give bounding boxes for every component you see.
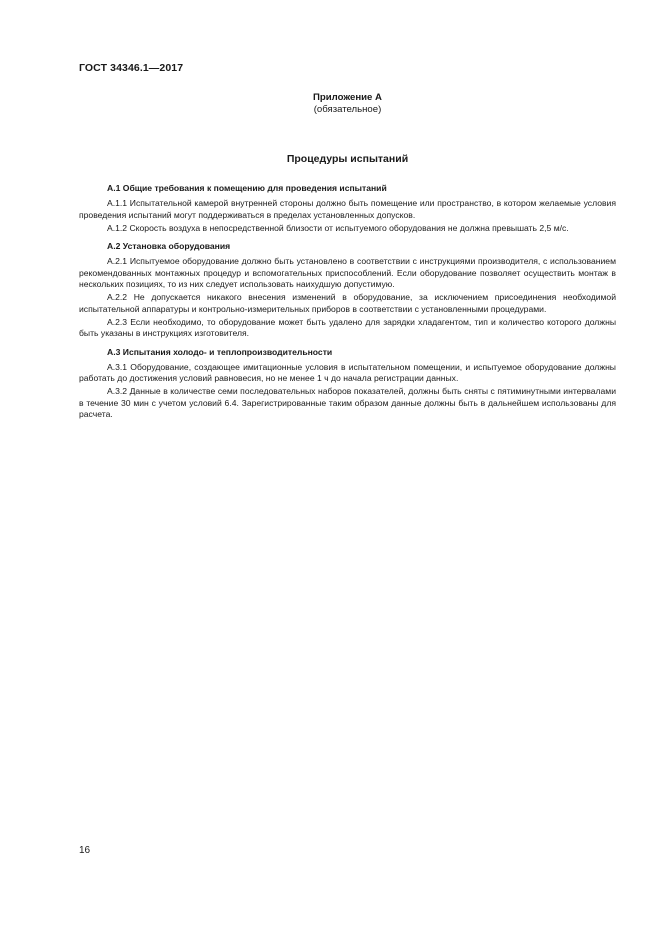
document-body bbox=[79, 183, 616, 422]
annex-status: (обязательное) bbox=[313, 104, 382, 115]
page-title: Процедуры испытаний bbox=[286, 153, 409, 165]
paragraph: А.2.2 Не допускается никакого внесения изменений в оборудование, за исключением присоединения необходимой испытательной аппаратуры и контрольно-измерительных приборов в соответствии с установленными процедурами. bbox=[79, 292, 616, 314]
section-title: А.1 Общие требования к помещению для проведения испытаний bbox=[107, 183, 387, 193]
paragraph: А.3.2 Данные в количестве семи последовательных наборов показателей, должны быть сняты с пятиминутными интервалами в течение 30 мин с учетом условий 6.4. Зарегистрированные таким образом данные должны быть в дальнейшем использованы для расчета. bbox=[79, 386, 616, 420]
paragraph: А.1.1 Испытательной камерой внутренней стороны должно быть помещение или пространство, в котором желаемые условия проведения испытаний могут поддерживаться в пределах установленных допусков. bbox=[79, 198, 616, 220]
paragraph: А.1.2 Скорость воздуха в непосредственной близости от испытуемого оборудования не должна превышать 2,5 м/с. bbox=[107, 222, 569, 233]
section-a2 bbox=[79, 241, 616, 339]
document-header: ГОСТ 34346.1—2017 bbox=[79, 62, 184, 74]
paragraph: А.2.3 Если необходимо, то оборудование может быть удалено для зарядки хладагентом, тип и количество которого должны быть указаны в инструкциях изготовителя. bbox=[79, 316, 616, 339]
section-title: А.2 Установка оборудования bbox=[107, 241, 231, 252]
annex-heading bbox=[79, 92, 616, 116]
section-a3 bbox=[79, 347, 616, 421]
paragraph: А.3.1 Оборудование, создающее имитационные условия в испытательном помещении, и испытуемое оборудование должны работать до достижения условий равновесия, но не менее 1 ч до начала регистрации данных. bbox=[79, 361, 616, 384]
page-number: 16 bbox=[79, 845, 91, 856]
section-a1 bbox=[79, 183, 616, 234]
paragraph: А.2.1 Испытуемое оборудование должно быть установлено в соответствии с инструкциями производителя, с использованием рекомендованных монтажных процедур и вспомогательных приспособлений. Если оборудование позволяет осуществить монтаж в нескольких позициях, то из них следует использовать наихудшую допустимую. bbox=[79, 256, 616, 290]
annex-title: Приложение А bbox=[313, 92, 382, 103]
section-title: А.3 Испытания холодо- и теплопроизводительности bbox=[107, 346, 333, 357]
